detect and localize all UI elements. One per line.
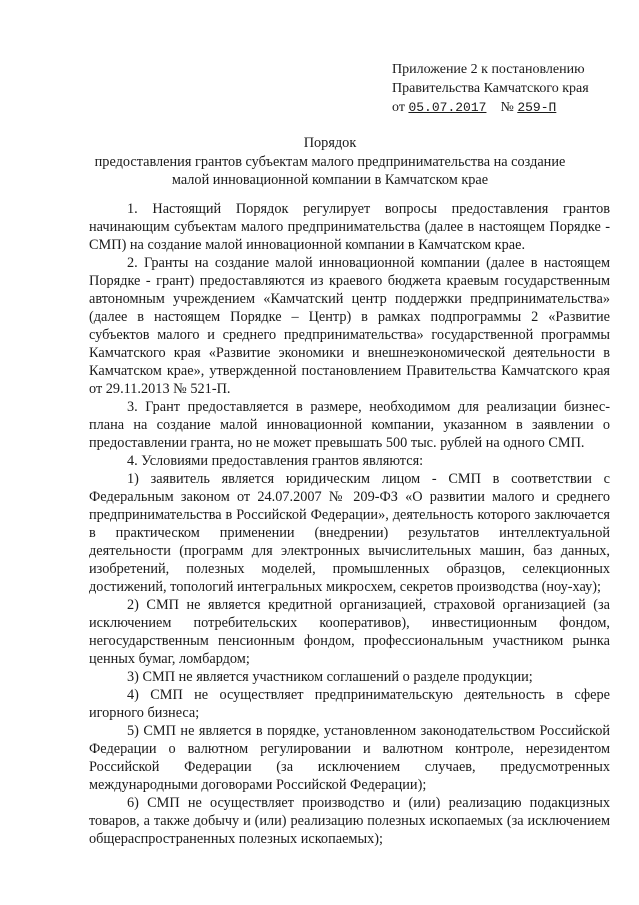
condition-3: 3) СМП не является участником соглашений о разделе продукции; — [127, 669, 533, 685]
date-prefix: от — [392, 100, 405, 115]
appendix-date-line — [392, 98, 622, 117]
condition-6: 6) СМП не осуществляет производство и (или) реализацию подакцизных товаров, а также добычу и (или) реализацию полезных ископаемых (за исключением общераспространенных полезных ископаемых); — [89, 795, 610, 847]
paragraph-2: 2. Гранты на создание малой инновационной компании (далее в настоящем Порядке - грант) предоставляются из краевого бюджета краевым государственным автономным учреждением «Камчатский центр поддержки предпринимательства» (далее в настоящем Порядке – Центр) в рамках подпрограммы 2 «Развитие субъектов малого и среднего предпринимательства» государственной программы Камчатского края «Развитие экономики и внешнеэкономической деятельности в Камчатском крае», утвержденной постановлением Правительства Камчатского края от 29.11.2013 № 521-П. — [89, 255, 610, 397]
condition-2: 2) СМП не является кредитной организацией, страховой организацией (за исключением потребительских кооперативов), инвестиционным фондом, негосударственным пенсионным фондом, профессиональным участником рынка ценных бумаг, ломбардом; — [89, 597, 610, 667]
document-body — [89, 200, 610, 848]
document-title: Порядок — [303, 135, 357, 151]
decree-date: 05.07.2017 — [408, 100, 487, 115]
decree-number: 259-П — [517, 100, 557, 115]
appendix-line-1: Приложение 2 к постановлению — [392, 62, 585, 77]
document-subtitle-line-1: предоставления грантов субъектам малого предпринимательства на создание — [94, 154, 566, 170]
condition-4: 4) СМП не осуществляет предпринимательскую деятельность в сфере игорного бизнеса; — [89, 687, 610, 721]
paragraph-3: 3. Грант предоставляется в размере, необходимом для реализации бизнес-плана на создание малой инновационной компании, указанном в заявлении о предоставлении гранта, но не может превышать 500 тыс. рублей на одного СМП. — [89, 399, 610, 451]
condition-5: 5) СМП не является в порядке, установленном законодательством Российской Федерации о валютном регулировании и валютном контроле, нерезидентом Российской Федерации (за исключением случаев, предусмотренных международными договорами Российской Федерации); — [89, 723, 610, 793]
appendix-header — [392, 60, 622, 117]
condition-1: 1) заявитель является юридическим лицом - СМП в соответствии с Федеральным законом от 24.07.2007 № 209-ФЗ «О развитии малого и среднего предпринимательства в Российской Федерации», деятельность которого заключается в практическом применении (внедрении) результатов интеллектуальной деятельности (программ для электронных вычислительных машин, баз данных, изобретений, полезных моделей, промышленных образцов, селекционных достижений, топологий интегральных микросхем, секретов производства (ноу-хау); — [89, 471, 610, 595]
paragraph-1: 1. Настоящий Порядок регулирует вопросы предоставления грантов начинающим субъектам малого предпринимательства (далее в настоящем Порядке - СМП) на создание малой инновационной компании в Камчатском крае. — [89, 201, 610, 253]
appendix-line-2: Правительства Камчатского края — [392, 81, 589, 96]
document-title-block — [40, 134, 620, 189]
document-subtitle-line-2: малой инновационной компании в Камчатском крае — [171, 172, 489, 188]
paragraph-4: 4. Условиями предоставления грантов являются: — [127, 453, 424, 469]
number-prefix: № — [500, 100, 514, 115]
